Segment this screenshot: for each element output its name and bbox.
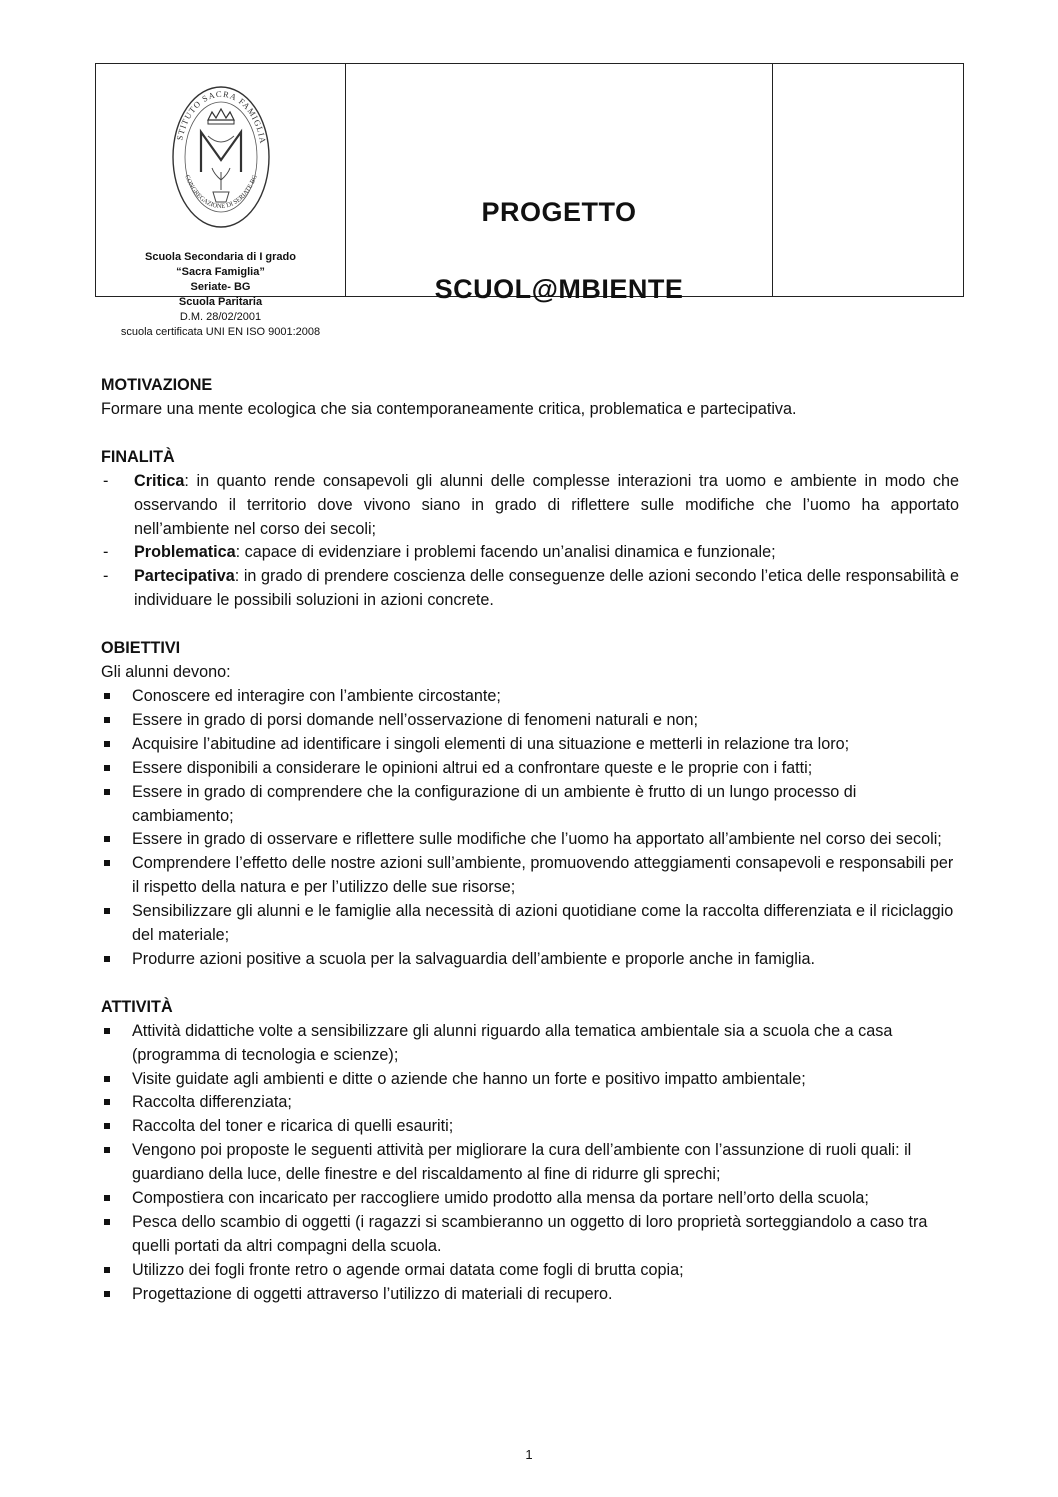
section-heading-obiettivi: OBIETTIVI: [101, 639, 181, 658]
attivita-item: [101, 1283, 959, 1307]
attivita-item: [101, 1259, 959, 1283]
obiettivo-text: Essere disponibili a considerare le opinioni altrui ed a confrontare queste e le proprie con i fatti;: [132, 758, 813, 777]
square-bullet-icon: [104, 1291, 110, 1297]
obiettivo-item: [101, 685, 959, 709]
attivita-text: Raccolta differenziata;: [132, 1093, 292, 1112]
school-decree: D.M. 28/02/2001: [179, 311, 262, 323]
attivita-text: Pesca dello scambio di oggetti (i ragazzi si scambieranno un oggetto di loro proprietà sorteggiandolo a caso tra quelli portati da altri compagni della scuola.: [132, 1213, 928, 1255]
attivita-item: [101, 1187, 959, 1211]
obiettivo-text: Comprendere l’effetto delle nostre azioni sull’ambiente, promuovendo atteggiamenti consapevoli e responsabili per il rispetto della natura e per l’utilizzo delle sue risorse;: [132, 854, 954, 897]
school-name: Scuola Secondaria di I grado: [145, 251, 296, 263]
square-bullet-icon: [104, 1028, 110, 1034]
obiettivo-item: [101, 733, 959, 757]
obiettivo-text: Acquisire l’abitudine ad identificare i singoli elementi di una situazione e metterli in relazione tra loro;: [132, 734, 850, 753]
square-bullet-icon: [104, 765, 110, 771]
school-info-cell: [96, 64, 346, 338]
school-location: Seriate- BG: [190, 281, 251, 293]
finalita-term: Critica: [134, 471, 185, 490]
obiettivo-text: Essere in grado di porsi domande nell’osservazione di fenomeni naturali e non;: [132, 710, 699, 729]
square-bullet-icon: [104, 741, 110, 747]
attivita-text: Utilizzo dei fogli fronte retro o agende ormai datata come fogli di brutta copia;: [132, 1260, 684, 1279]
square-bullet-icon: [104, 1076, 110, 1082]
square-bullet-icon: [104, 860, 110, 866]
attivita-text: Visite guidate agli ambienti e ditte o aziende che hanno un forte e positivo impatto ambientale;: [132, 1069, 806, 1088]
motivazione-text: Formare una mente ecologica che sia contemporaneamente critica, problematica e partecipativa.: [101, 399, 797, 418]
attivita-text: Progettazione di oggetti attraverso l’utilizzo di materiali di recupero.: [132, 1284, 613, 1303]
title-cell: [346, 64, 773, 304]
obiettivo-item: [101, 757, 959, 781]
document-body: [101, 374, 959, 1307]
finalita-list: [101, 470, 959, 613]
finalita-term: Partecipativa: [134, 567, 235, 586]
finalita-term: Problematica: [134, 543, 236, 562]
obiettivo-item: [101, 781, 959, 829]
obiettivi-list: [101, 685, 959, 972]
document-title-line1: PROGETTO: [481, 197, 637, 227]
attivita-item: [101, 1091, 959, 1115]
finalita-text: : capace di evidenziare i problemi facendo un’analisi dinamica e funzionale;: [235, 543, 776, 562]
obiettivo-text: Conoscere ed interagire con l’ambiente circostante;: [132, 686, 501, 705]
square-bullet-icon: [104, 836, 110, 842]
square-bullet-icon: [104, 1195, 110, 1201]
obiettivo-item: [101, 709, 959, 733]
finalita-item: [101, 470, 959, 542]
finalita-item: [101, 565, 959, 613]
school-seal-logo: [168, 72, 274, 242]
school-type: Scuola Paritaria: [178, 296, 263, 308]
square-bullet-icon: [104, 1123, 110, 1129]
obiettivo-text: Produrre azioni positive a scuola per la salvaguardia dell’ambiente e proporle anche in famiglia.: [132, 949, 815, 968]
attivita-text: Attività didattiche volte a sensibilizzare gli alunni riguardo alla tematica ambientale sia a scuola che a casa (programma di tecnologia e scienze);: [132, 1021, 893, 1064]
square-bullet-icon: [104, 956, 110, 962]
square-bullet-icon: [104, 1219, 110, 1225]
obiettivo-item: [101, 828, 959, 852]
square-bullet-icon: [104, 1267, 110, 1273]
obiettivo-item: [101, 948, 959, 972]
attivita-item: [101, 1020, 959, 1068]
square-bullet-icon: [104, 789, 110, 795]
square-bullet-icon: [104, 1099, 110, 1105]
attivita-text: Vengono poi proposte le seguenti attività per migliorare la cura dell’ambiente con l’assunzione di ruoli quali: il guardiano della luce, delle finestre e del riscaldamento al fine di ridurre gli sprechi;: [132, 1141, 912, 1184]
square-bullet-icon: [104, 1147, 110, 1153]
square-bullet-icon: [104, 908, 110, 914]
attivita-list: [101, 1020, 959, 1307]
obiettivo-item: [101, 852, 959, 900]
finalita-text: : in grado di prendere coscienza delle conseguenze delle azioni secondo l’etica delle responsabilità e individuare le possibili soluzioni in azioni concrete.: [134, 567, 959, 610]
svg-text:ISTITUTO SACRA FAMIGLIA: STITUTO SACRA FAMIGLIA: [174, 88, 269, 145]
attivita-item: [101, 1115, 959, 1139]
dash-marker: -: [103, 567, 109, 586]
obiettivo-text: Sensibilizzare gli alunni e le famiglie alla necessità di azioni quotidiane come la raccolta differenziata e il riciclaggio del materiale;: [132, 902, 954, 945]
section-heading-motivazione: MOTIVAZIONE: [101, 376, 213, 394]
svg-text:CONGREGAZIONE DI SERIATE BG: CONGREGAZIONE DI SERIATE BG: [183, 173, 259, 211]
obiettivi-intro: Gli alunni devono:: [101, 663, 231, 682]
square-bullet-icon: [104, 693, 110, 699]
obiettivo-text: Essere in grado di comprendere che la configurazione di un ambiente è frutto di un lungo processo di cambiamento;: [132, 782, 857, 825]
school-certification: scuola certificata UNI EN ISO 9001:2008: [120, 326, 321, 338]
obiettivo-text: Essere in grado di osservare e riflettere sulle modifiche che l’uomo ha apportato all’ambiente nel corso dei secoli;: [132, 830, 942, 849]
square-bullet-icon: [104, 717, 110, 723]
school-subname: “Sacra Famiglia”: [176, 266, 265, 278]
attivita-item: [101, 1068, 959, 1092]
finalita-text: : in quanto rende consapevoli gli alunni delle complesse interazioni tra uomo e ambiente in modo che osservando il territorio dove vivono siano in grado di riflettere sulle modifiche che l’uomo ha apportato nell’ambiente nel corso dei secoli;: [134, 471, 959, 538]
header-table: [95, 63, 964, 338]
dash-marker: -: [103, 471, 109, 490]
document-title-line2: SCUOL@MBIENTE: [434, 274, 684, 304]
page-number: 1: [525, 1447, 533, 1462]
dash-marker: -: [103, 543, 109, 562]
attivita-item: [101, 1211, 959, 1259]
obiettivo-item: [101, 900, 959, 948]
attivita-item: [101, 1139, 959, 1187]
finalita-item: [101, 541, 959, 565]
section-heading-finalita: FINALITÀ: [101, 447, 175, 466]
empty-cell: [773, 64, 963, 296]
attivita-text: Raccolta del toner e ricarica di quelli esauriti;: [132, 1117, 454, 1136]
section-heading-attivita: ATTIVITÀ: [101, 997, 173, 1016]
attivita-text: Compostiera con incaricato per raccogliere umido prodotto alla mensa da portare nell’orto della scuola;: [132, 1189, 869, 1208]
